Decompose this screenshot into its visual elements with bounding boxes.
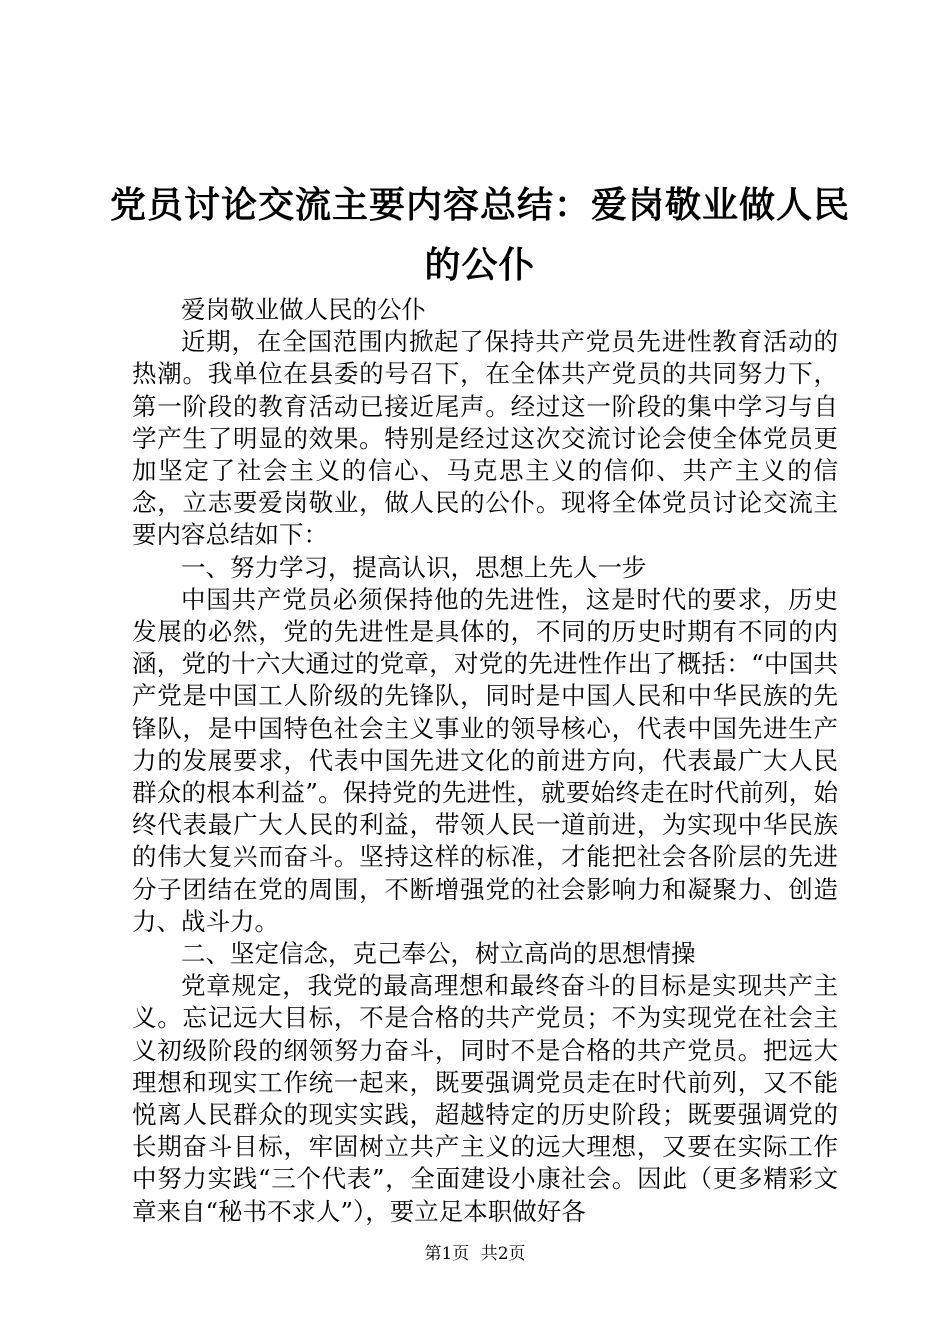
page-number: 第1页 [424, 1244, 470, 1264]
document-title: 党员讨论交流主要内容总结：爱岗敬业做人民的公仆 [110, 184, 851, 286]
page-footer [0, 1243, 950, 1265]
document-body [132, 294, 838, 1228]
section-paragraph-1: 中国共产党员必须保持他的先进性，这是时代的要求，历史发展的必然，党的先进性是具体的，不同的历史时期有不同的内涵，党的十六大通过的党章，对党的先进性作出了概括：“中国共产党是中国工人阶级的先锋队，同时是中国人民和中华民族的先锋队，是中国特色社会主义事业的领导核心，代表中国先进生产力的发展要求，代表中国先进文化的前进方向，代表最广大人民群众的根本利益”。保持党的先进性，就要始终走在时代前列，始终代表最广大人民的利益，带领人民一道前进，为实现中华民族的伟大复兴而奋斗。坚持这样的标准，才能把社会各阶层的先进分子团结在党的周围，不断增强党的社会影响力和凝聚力、创造力、战斗力。 [132, 584, 838, 936]
section-heading-2: 二、坚定信念，克己奉公，树立高尚的思想情操 [181, 939, 696, 969]
section-paragraph-2: 党章规定，我党的最高理想和最终奋斗的目标是实现共产主义。忘记远大目标，不是合格的共产党员；不为实现党在社会主义初级阶段的纲领努力奋斗，同时不是合格的共产党员。把远大理想和现实工作统一起来，既要强调党员走在时代前列，又不能悦离人民群众的现实实践，超越特定的历史阶段；既要强调党的长期奋斗目标，牢固树立共产主义的远大理想，又要在实际工作中努力实践“三个代表”，全面建设小康社会。因此（更多精彩文章来自“秘书不求人”），要立足本职做好各 [132, 971, 838, 1226]
page-total: 共2页 [480, 1244, 526, 1264]
intro-paragraph: 近期，在全国范围内掀起了保持共产党员先进性教育活动的热潮。我单位在县委的号召下，在全体共产党员的共同努力下，第一阶段的教育活动已接近尾声。经过这一阶段的集中学习与自学产生了明显的效果。特别是经过这次交流讨论会使全体党员更加坚定了社会主义的信心、马克思主义的信仰、共产主义的信念，立志要爱岗敬业，做人民的公仆。现将全体党员讨论交流主要内容总结如下： [132, 327, 838, 550]
section-heading-1: 一、努力学习，提高认识，思想上先人一步 [181, 552, 647, 582]
subtitle-paragraph: 爱岗敬业做人民的公仆 [181, 295, 426, 324]
